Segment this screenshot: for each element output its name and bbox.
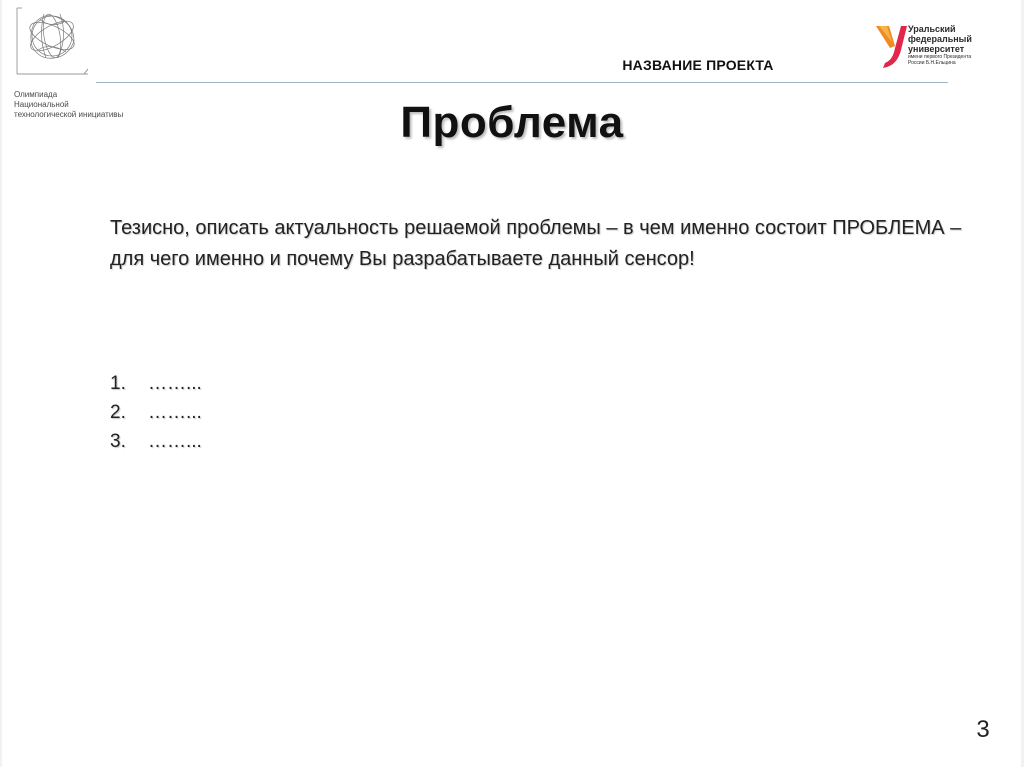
slide-title: Проблема: [400, 98, 624, 147]
list-item: [110, 427, 202, 456]
header-divider: [96, 82, 948, 83]
urfu-subtitle-line: имени первого Президента: [908, 54, 972, 60]
list-item: [110, 398, 202, 427]
list-item-text: ……...: [148, 402, 202, 423]
nti-olympiad-logo-icon: [14, 6, 90, 76]
nti-caption-line: Олимпиада: [14, 90, 58, 99]
nti-caption-line: Национальной: [14, 100, 69, 109]
list-item: [110, 369, 202, 398]
list-item-text: ……...: [148, 373, 202, 394]
urfu-subtitle-line: России Б.Н.Ельцина: [908, 60, 956, 66]
nti-caption-line: технологической инициативы: [14, 110, 124, 119]
urfu-wordmark: [908, 24, 972, 66]
numbered-list: [110, 369, 202, 456]
list-item-number: 2.: [110, 402, 126, 423]
urfu-logo-icon: [873, 22, 913, 72]
slide-body-text: Тезисно, описать актуальность решаемой проблемы – в чем именно состоит ПРОБЛЕМА – для чего именно и почему Вы разрабатываете данный сенсор!: [110, 217, 962, 270]
list-item-number: 1.: [110, 373, 126, 394]
urfu-name-line: федеральный: [908, 34, 972, 44]
urfu-name-line: Уральский: [908, 24, 956, 34]
urfu-name-line: университет: [908, 44, 965, 54]
list-item-number: 3.: [110, 431, 126, 452]
page-number: 3: [976, 716, 990, 743]
list-item-text: ……...: [148, 431, 202, 452]
project-name: НАЗВАНИЕ ПРОЕКТА: [622, 57, 774, 73]
